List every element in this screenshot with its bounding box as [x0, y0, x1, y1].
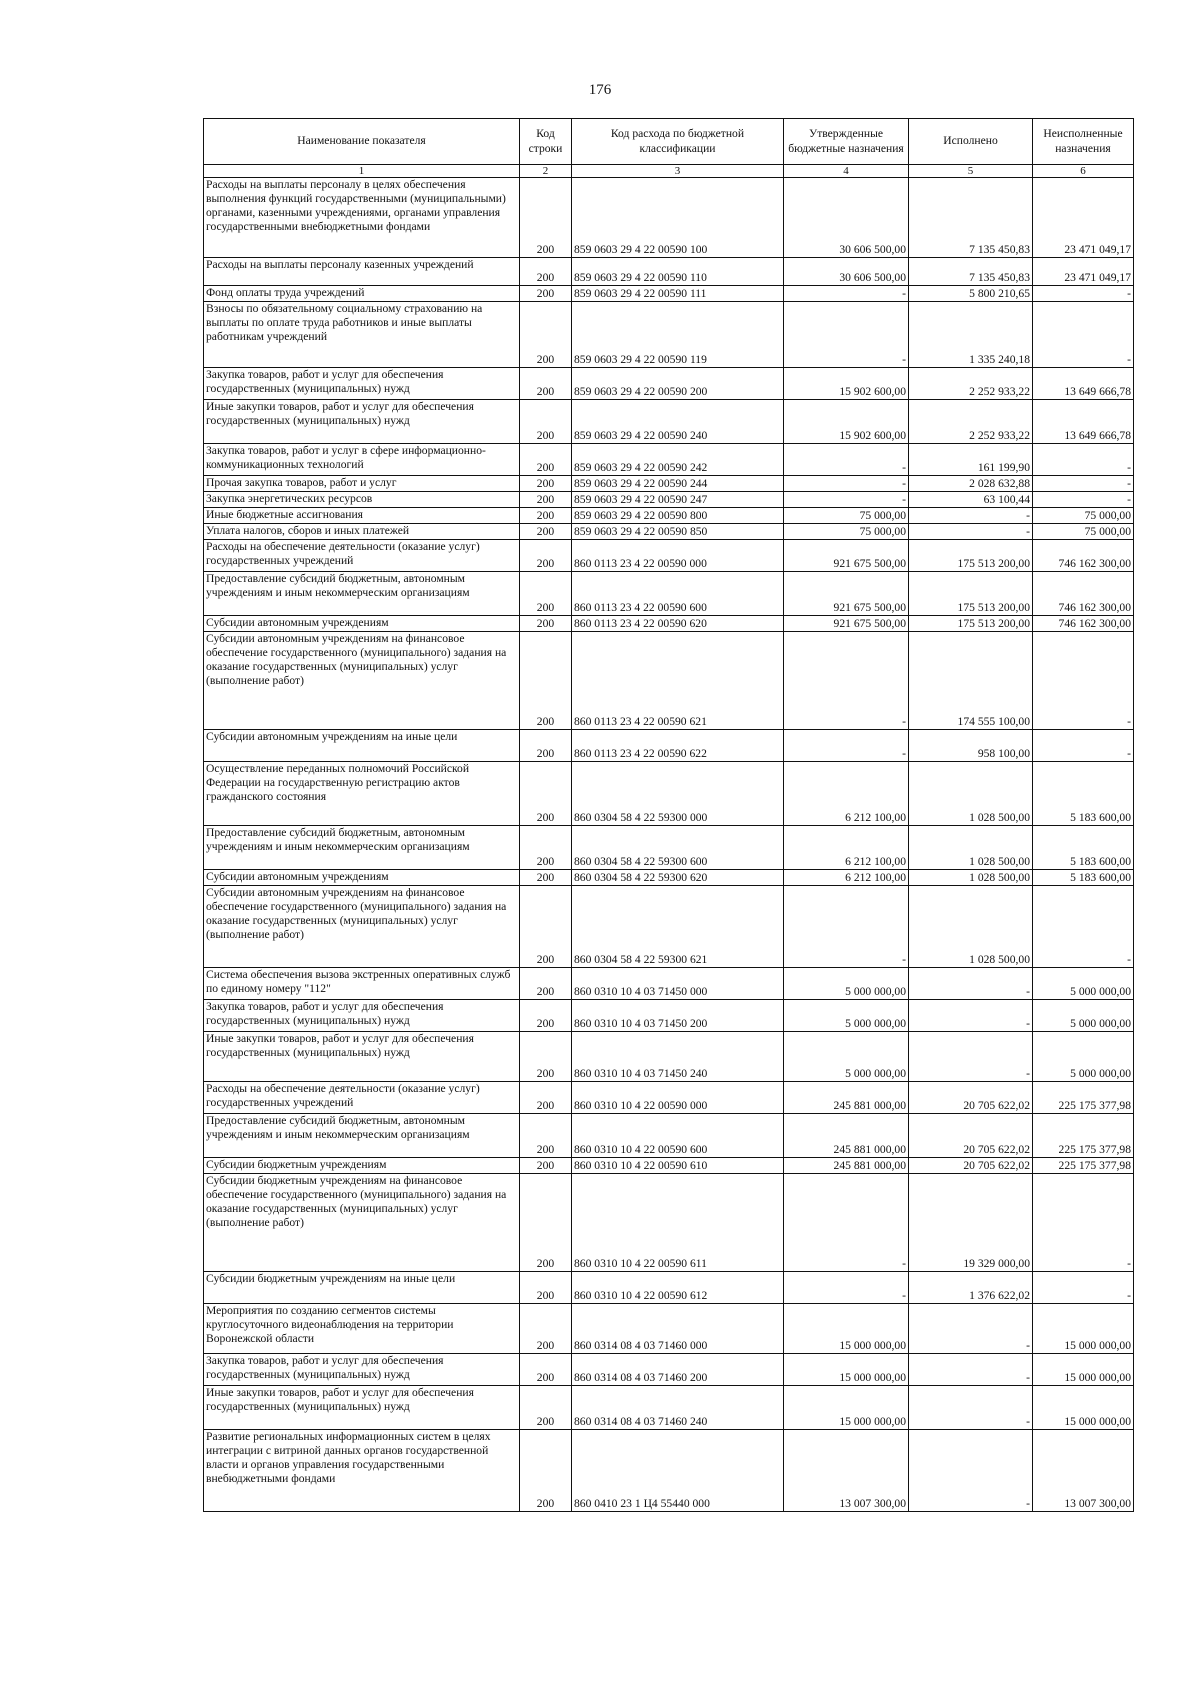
row-approved-amount: 15 902 600,00 [784, 400, 909, 444]
row-approved-amount: 15 000 000,00 [784, 1304, 909, 1354]
row-approved-amount: 921 675 500,00 [784, 540, 909, 572]
column-number: 2 [520, 165, 572, 178]
row-executed-amount: - [909, 1000, 1033, 1032]
row-name: Развитие региональных информационных систем в целях интеграции с витриной данных органов государственной власти и органов управления государственными внебюджетными фондами [204, 1430, 520, 1512]
row-unexecuted-amount: 23 471 049,17 [1033, 178, 1134, 258]
table-row [204, 572, 1134, 616]
row-unexecuted-amount: 746 162 300,00 [1033, 572, 1134, 616]
row-name: Расходы на обеспечение деятельности (оказание услуг) государственных учреждений [204, 540, 520, 572]
table-row [204, 476, 1134, 492]
row-approved-amount: 13 007 300,00 [784, 1430, 909, 1512]
row-name: Расходы на выплаты персоналу в целях обеспечения выполнения функций государственными (муниципальными) органами, казенными учреждениями, органами управления государственными внебюджетными фондами [204, 178, 520, 258]
table-row [204, 616, 1134, 632]
row-name: Субсидии автономным учреждениям на иные цели [204, 730, 520, 762]
row-executed-amount: - [909, 524, 1033, 540]
row-name: Субсидии автономным учреждениям [204, 616, 520, 632]
table-row [204, 368, 1134, 400]
row-unexecuted-amount: - [1033, 1174, 1134, 1272]
row-executed-amount: - [909, 1354, 1033, 1386]
row-approved-amount: - [784, 286, 909, 302]
row-approved-amount: 15 000 000,00 [784, 1386, 909, 1430]
row-executed-amount: 20 705 622,02 [909, 1114, 1033, 1158]
row-unexecuted-amount: 5 183 600,00 [1033, 870, 1134, 886]
row-line-code: 200 [520, 1032, 572, 1082]
row-unexecuted-amount: - [1033, 1272, 1134, 1304]
column-number: 1 [204, 165, 520, 178]
row-name: Предоставление субсидий бюджетным, автономным учреждениям и иным некоммерческим организациям [204, 572, 520, 616]
table-row [204, 1430, 1134, 1512]
row-executed-amount: 7 135 450,83 [909, 178, 1033, 258]
row-name: Предоставление субсидий бюджетным, автономным учреждениям и иным некоммерческим организациям [204, 826, 520, 870]
row-line-code: 200 [520, 870, 572, 886]
row-name: Фонд оплаты труда учреждений [204, 286, 520, 302]
row-classification-code: 859 0603 29 4 22 00590 110 [572, 258, 784, 286]
row-classification-code: 859 0603 29 4 22 00590 800 [572, 508, 784, 524]
row-approved-amount: - [784, 730, 909, 762]
row-name: Субсидии бюджетным учреждениям [204, 1158, 520, 1174]
row-classification-code: 860 0113 23 4 22 00590 600 [572, 572, 784, 616]
table-row [204, 632, 1134, 730]
row-line-code: 200 [520, 1386, 572, 1430]
row-approved-amount: 245 881 000,00 [784, 1114, 909, 1158]
table-row [204, 1354, 1134, 1386]
row-classification-code: 859 0603 29 4 22 00590 244 [572, 476, 784, 492]
row-line-code: 200 [520, 540, 572, 572]
row-name: Субсидии автономным учреждениям на финансовое обеспечение государственного (муниципального) задания на оказание государственных (муниципальных) услуг (выполнение работ) [204, 632, 520, 730]
row-classification-code: 860 0113 23 4 22 00590 622 [572, 730, 784, 762]
row-approved-amount: 75 000,00 [784, 508, 909, 524]
row-unexecuted-amount: 13 649 666,78 [1033, 400, 1134, 444]
row-line-code: 200 [520, 1272, 572, 1304]
row-line-code: 200 [520, 444, 572, 476]
row-executed-amount: - [909, 1304, 1033, 1354]
row-classification-code: 860 0314 08 4 03 71460 240 [572, 1386, 784, 1430]
row-classification-code: 859 0603 29 4 22 00590 240 [572, 400, 784, 444]
row-unexecuted-amount: 13 007 300,00 [1033, 1430, 1134, 1512]
row-approved-amount: 921 675 500,00 [784, 572, 909, 616]
row-classification-code: 859 0603 29 4 22 00590 247 [572, 492, 784, 508]
row-unexecuted-amount: 75 000,00 [1033, 524, 1134, 540]
row-classification-code: 860 0310 10 4 03 71450 000 [572, 968, 784, 1000]
row-name: Субсидии автономным учреждениям на финансовое обеспечение государственного (муниципального) задания на оказание государственных (муниципальных) услуг (выполнение работ) [204, 886, 520, 968]
row-name: Закупка энергетических ресурсов [204, 492, 520, 508]
column-number: 4 [784, 165, 909, 178]
row-classification-code: 860 0310 10 4 22 00590 600 [572, 1114, 784, 1158]
row-classification-code: 860 0314 08 4 03 71460 200 [572, 1354, 784, 1386]
row-classification-code: 859 0603 29 4 22 00590 100 [572, 178, 784, 258]
row-classification-code: 860 0314 08 4 03 71460 000 [572, 1304, 784, 1354]
row-name: Иные бюджетные ассигнования [204, 508, 520, 524]
row-line-code: 200 [520, 400, 572, 444]
header-line-code: Код строки [520, 119, 572, 165]
row-approved-amount: 245 881 000,00 [784, 1082, 909, 1114]
row-unexecuted-amount: 5 000 000,00 [1033, 968, 1134, 1000]
table-row [204, 1386, 1134, 1430]
page-number: 176 [588, 82, 612, 98]
row-name: Предоставление субсидий бюджетным, автономным учреждениям и иным некоммерческим организациям [204, 1114, 520, 1158]
row-name: Мероприятия по созданию сегментов системы круглосуточного видеонаблюдения на территории Воронежской области [204, 1304, 520, 1354]
row-name: Уплата налогов, сборов и иных платежей [204, 524, 520, 540]
row-classification-code: 859 0603 29 4 22 00590 111 [572, 286, 784, 302]
row-executed-amount: 2 252 933,22 [909, 368, 1033, 400]
row-line-code: 200 [520, 1354, 572, 1386]
row-unexecuted-amount: 5 000 000,00 [1033, 1000, 1134, 1032]
header-unexecuted: Неисполненные назначения [1033, 119, 1134, 165]
table-row [204, 870, 1134, 886]
row-name: Субсидии бюджетным учреждениям на финансовое обеспечение государственного (муниципального) задания на оказание государственных (муниципальных) услуг (выполнение работ) [204, 1174, 520, 1272]
row-unexecuted-amount: 225 175 377,98 [1033, 1114, 1134, 1158]
row-line-code: 200 [520, 730, 572, 762]
row-executed-amount: 175 513 200,00 [909, 572, 1033, 616]
row-executed-amount: - [909, 1386, 1033, 1430]
row-approved-amount: - [784, 302, 909, 368]
row-approved-amount: - [784, 492, 909, 508]
header-approved: Утвержденные бюджетные назначения [784, 119, 909, 165]
row-executed-amount: 1 028 500,00 [909, 762, 1033, 826]
table-row [204, 762, 1134, 826]
row-classification-code: 860 0113 23 4 22 00590 000 [572, 540, 784, 572]
table-row [204, 492, 1134, 508]
row-approved-amount: - [784, 886, 909, 968]
row-executed-amount: 1 028 500,00 [909, 886, 1033, 968]
header-budget-classification: Код расхода по бюджетной классификации [572, 119, 784, 165]
row-classification-code: 860 0304 58 4 22 59300 620 [572, 870, 784, 886]
row-name: Расходы на обеспечение деятельности (оказание услуг) государственных учреждений [204, 1082, 520, 1114]
row-approved-amount: 6 212 100,00 [784, 826, 909, 870]
row-executed-amount: 175 513 200,00 [909, 540, 1033, 572]
row-approved-amount: - [784, 1272, 909, 1304]
row-line-code: 200 [520, 1158, 572, 1174]
row-executed-amount: - [909, 1032, 1033, 1082]
row-line-code: 200 [520, 1114, 572, 1158]
row-unexecuted-amount: 15 000 000,00 [1033, 1354, 1134, 1386]
row-approved-amount: - [784, 476, 909, 492]
row-classification-code: 860 0113 23 4 22 00590 621 [572, 632, 784, 730]
row-unexecuted-amount: 225 175 377,98 [1033, 1158, 1134, 1174]
row-unexecuted-amount: 23 471 049,17 [1033, 258, 1134, 286]
row-name: Закупка товаров, работ и услуг для обеспечения государственных (муниципальных) нужд [204, 1000, 520, 1032]
row-approved-amount: 5 000 000,00 [784, 968, 909, 1000]
row-name: Система обеспечения вызова экстренных оперативных служб по единому номеру "112" [204, 968, 520, 1000]
table-row [204, 178, 1134, 258]
row-line-code: 200 [520, 1000, 572, 1032]
row-executed-amount: 20 705 622,02 [909, 1082, 1033, 1114]
table-row [204, 524, 1134, 540]
row-unexecuted-amount: - [1033, 286, 1134, 302]
row-line-code: 200 [520, 1082, 572, 1114]
row-name: Прочая закупка товаров, работ и услуг [204, 476, 520, 492]
row-executed-amount: 20 705 622,02 [909, 1158, 1033, 1174]
header-executed: Исполнено [909, 119, 1033, 165]
row-line-code: 200 [520, 178, 572, 258]
row-line-code: 200 [520, 492, 572, 508]
table-row [204, 1174, 1134, 1272]
row-name: Иные закупки товаров, работ и услуг для обеспечения государственных (муниципальных) нужд [204, 1386, 520, 1430]
row-executed-amount: - [909, 508, 1033, 524]
table-row [204, 302, 1134, 368]
row-line-code: 200 [520, 286, 572, 302]
row-classification-code: 860 0304 58 4 22 59300 600 [572, 826, 784, 870]
row-name: Расходы на выплаты персоналу казенных учреждений [204, 258, 520, 286]
row-approved-amount: 5 000 000,00 [784, 1032, 909, 1082]
row-executed-amount: 161 199,90 [909, 444, 1033, 476]
row-line-code: 200 [520, 1174, 572, 1272]
row-unexecuted-amount: - [1033, 730, 1134, 762]
row-executed-amount: - [909, 968, 1033, 1000]
column-number-row [204, 165, 1134, 178]
row-line-code: 200 [520, 632, 572, 730]
row-unexecuted-amount: 15 000 000,00 [1033, 1386, 1134, 1430]
table-row [204, 1304, 1134, 1354]
row-unexecuted-amount: 75 000,00 [1033, 508, 1134, 524]
row-classification-code: 860 0310 10 4 03 71450 200 [572, 1000, 784, 1032]
table-row [204, 400, 1134, 444]
row-line-code: 200 [520, 616, 572, 632]
column-number: 3 [572, 165, 784, 178]
row-line-code: 200 [520, 524, 572, 540]
row-classification-code: 860 0304 58 4 22 59300 621 [572, 886, 784, 968]
table-row [204, 1158, 1134, 1174]
row-executed-amount: 2 028 632,88 [909, 476, 1033, 492]
table-body [204, 178, 1134, 1512]
row-classification-code: 859 0603 29 4 22 00590 850 [572, 524, 784, 540]
row-unexecuted-amount: - [1033, 476, 1134, 492]
row-classification-code: 860 0113 23 4 22 00590 620 [572, 616, 784, 632]
row-unexecuted-amount: - [1033, 492, 1134, 508]
header-row [204, 119, 1134, 165]
row-classification-code: 860 0310 10 4 22 00590 610 [572, 1158, 784, 1174]
row-executed-amount: 174 555 100,00 [909, 632, 1033, 730]
row-line-code: 200 [520, 258, 572, 286]
table-row [204, 1000, 1134, 1032]
row-classification-code: 860 0304 58 4 22 59300 000 [572, 762, 784, 826]
row-unexecuted-amount: 5 183 600,00 [1033, 762, 1134, 826]
row-approved-amount: - [784, 632, 909, 730]
row-executed-amount: 2 252 933,22 [909, 400, 1033, 444]
row-approved-amount: 245 881 000,00 [784, 1158, 909, 1174]
table-row [204, 968, 1134, 1000]
row-approved-amount: 15 000 000,00 [784, 1354, 909, 1386]
row-unexecuted-amount: - [1033, 444, 1134, 476]
row-name: Субсидии автономным учреждениям [204, 870, 520, 886]
row-approved-amount: 5 000 000,00 [784, 1000, 909, 1032]
row-approved-amount: 921 675 500,00 [784, 616, 909, 632]
table-row [204, 730, 1134, 762]
row-classification-code: 860 0410 23 1 Ц4 55440 000 [572, 1430, 784, 1512]
row-classification-code: 859 0603 29 4 22 00590 200 [572, 368, 784, 400]
table-row [204, 886, 1134, 968]
row-executed-amount: 63 100,44 [909, 492, 1033, 508]
budget-execution-table [203, 118, 1134, 1512]
row-classification-code: 860 0310 10 4 22 00590 611 [572, 1174, 784, 1272]
table-row [204, 1272, 1134, 1304]
row-executed-amount: 5 800 210,65 [909, 286, 1033, 302]
row-unexecuted-amount: 746 162 300,00 [1033, 540, 1134, 572]
row-unexecuted-amount: 5 183 600,00 [1033, 826, 1134, 870]
row-name: Осуществление переданных полномочий Российской Федерации на государственную регистрацию актов гражданского состояния [204, 762, 520, 826]
row-line-code: 200 [520, 368, 572, 400]
header-indicator-name: Наименование показателя [204, 119, 520, 165]
row-executed-amount: 19 329 000,00 [909, 1174, 1033, 1272]
row-executed-amount: 1 335 240,18 [909, 302, 1033, 368]
row-approved-amount: - [784, 444, 909, 476]
row-name: Закупка товаров, работ и услуг для обеспечения государственных (муниципальных) нужд [204, 368, 520, 400]
row-line-code: 200 [520, 476, 572, 492]
table-row [204, 1082, 1134, 1114]
column-number: 6 [1033, 165, 1134, 178]
row-unexecuted-amount: - [1033, 632, 1134, 730]
row-line-code: 200 [520, 968, 572, 1000]
row-name: Субсидии бюджетным учреждениям на иные цели [204, 1272, 520, 1304]
row-unexecuted-amount: - [1033, 302, 1134, 368]
row-name: Взносы по обязательному социальному страхованию на выплаты по оплате труда работников и иные выплаты работникам учреждений [204, 302, 520, 368]
row-executed-amount: 7 135 450,83 [909, 258, 1033, 286]
row-executed-amount: 1 376 622,02 [909, 1272, 1033, 1304]
table-row [204, 540, 1134, 572]
row-line-code: 200 [520, 1430, 572, 1512]
row-executed-amount: 175 513 200,00 [909, 616, 1033, 632]
row-approved-amount: 30 606 500,00 [784, 258, 909, 286]
row-name: Закупка товаров, работ и услуг в сфере информационно-коммуникационных технологий [204, 444, 520, 476]
row-line-code: 200 [520, 508, 572, 524]
row-unexecuted-amount: 15 000 000,00 [1033, 1304, 1134, 1354]
row-classification-code: 860 0310 10 4 22 00590 612 [572, 1272, 784, 1304]
row-line-code: 200 [520, 1304, 572, 1354]
row-name: Иные закупки товаров, работ и услуг для обеспечения государственных (муниципальных) нужд [204, 400, 520, 444]
row-approved-amount: 75 000,00 [784, 524, 909, 540]
row-executed-amount: 1 028 500,00 [909, 826, 1033, 870]
row-approved-amount: 30 606 500,00 [784, 178, 909, 258]
table-row [204, 826, 1134, 870]
table-row [204, 444, 1134, 476]
row-executed-amount: - [909, 1430, 1033, 1512]
column-number: 5 [909, 165, 1033, 178]
row-line-code: 200 [520, 572, 572, 616]
row-approved-amount: 6 212 100,00 [784, 762, 909, 826]
row-line-code: 200 [520, 826, 572, 870]
row-name: Иные закупки товаров, работ и услуг для обеспечения государственных (муниципальных) нужд [204, 1032, 520, 1082]
row-unexecuted-amount: 225 175 377,98 [1033, 1082, 1134, 1114]
row-classification-code: 859 0603 29 4 22 00590 242 [572, 444, 784, 476]
row-classification-code: 860 0310 10 4 22 00590 000 [572, 1082, 784, 1114]
row-classification-code: 859 0603 29 4 22 00590 119 [572, 302, 784, 368]
row-line-code: 200 [520, 886, 572, 968]
table-row [204, 508, 1134, 524]
row-classification-code: 860 0310 10 4 03 71450 240 [572, 1032, 784, 1082]
row-unexecuted-amount: - [1033, 886, 1134, 968]
table-row [204, 1032, 1134, 1082]
row-executed-amount: 958 100,00 [909, 730, 1033, 762]
row-line-code: 200 [520, 302, 572, 368]
row-approved-amount: 15 902 600,00 [784, 368, 909, 400]
row-approved-amount: - [784, 1174, 909, 1272]
table-row [204, 258, 1134, 286]
table-row [204, 286, 1134, 302]
row-unexecuted-amount: 746 162 300,00 [1033, 616, 1134, 632]
row-executed-amount: 1 028 500,00 [909, 870, 1033, 886]
row-name: Закупка товаров, работ и услуг для обеспечения государственных (муниципальных) нужд [204, 1354, 520, 1386]
row-line-code: 200 [520, 762, 572, 826]
table-row [204, 1114, 1134, 1158]
row-unexecuted-amount: 13 649 666,78 [1033, 368, 1134, 400]
row-unexecuted-amount: 5 000 000,00 [1033, 1032, 1134, 1082]
row-approved-amount: 6 212 100,00 [784, 870, 909, 886]
